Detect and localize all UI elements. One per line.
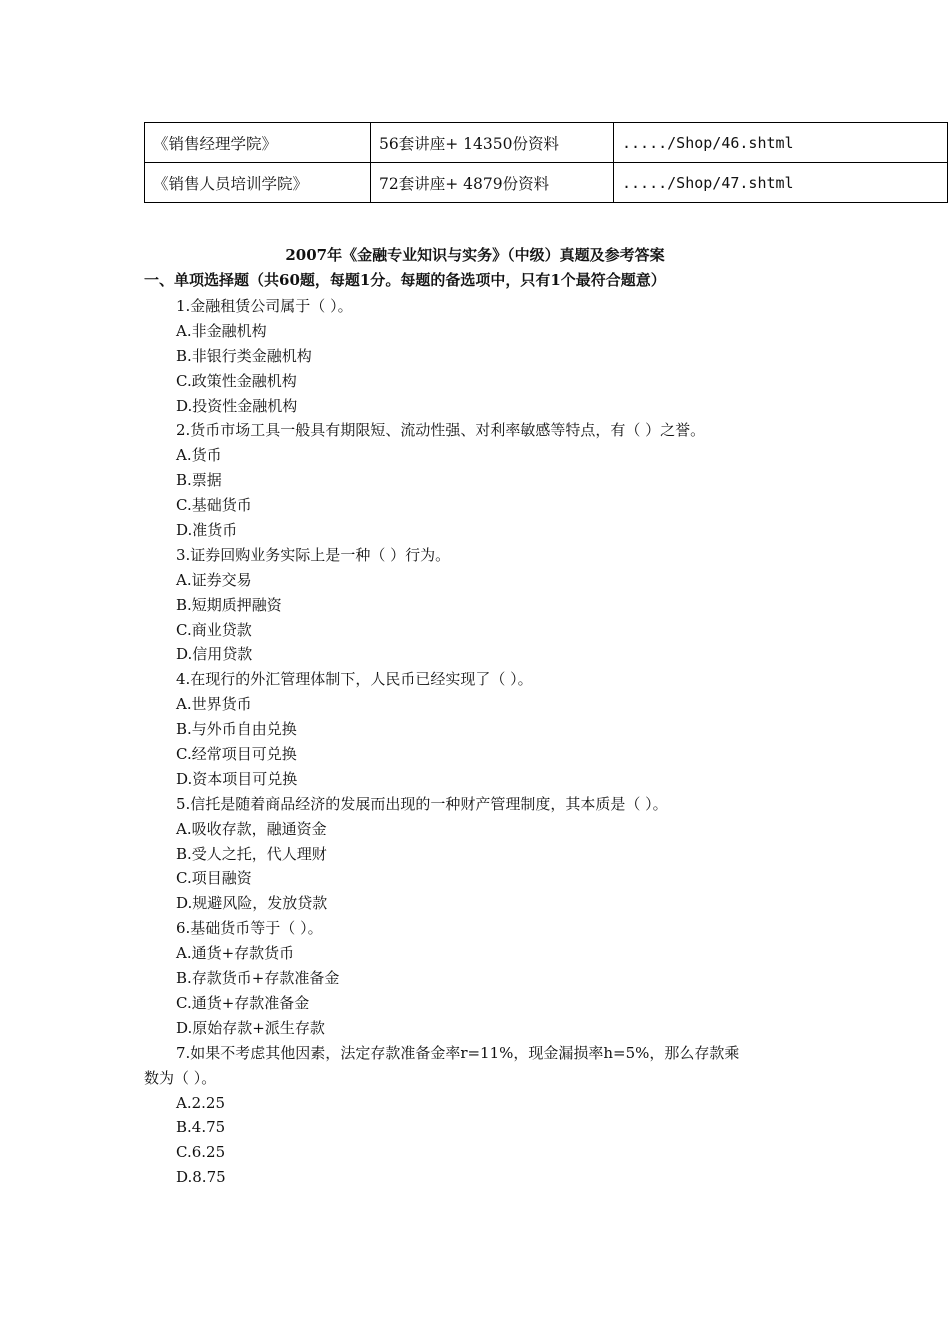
option-line: B.非银行类金融机构: [176, 346, 312, 365]
course-name: 《销售经理学院》: [145, 123, 371, 163]
option-line: B.与外币自由兑换: [176, 720, 297, 739]
option-line: C.6.25: [176, 1143, 226, 1162]
option-line: C.基础货币: [176, 496, 252, 515]
option-line: C.政策性金融机构: [176, 371, 297, 390]
question-line: 7.如果不考虑其他因素，法定存款准备金率r=11%，现金漏损率h=5%，那么存款乘: [176, 1043, 740, 1062]
option-line: C.经常项目可兑换: [176, 745, 297, 764]
option-line: D.资本项目可兑换: [176, 769, 298, 788]
course-link[interactable]: ...../Shop/47.shtml: [614, 163, 948, 203]
option-line: A.通货+存款货币: [176, 944, 295, 963]
section-heading: 一、单项选择题（共60题，每题1分。每题的备选项中，只有1个最符合题意）: [144, 271, 666, 289]
option-line: A.吸收存款，融通资金: [176, 819, 327, 838]
question-line: 2.货币市场工具一般具有期限短、流动性强、对利率敏感等特点，有（ ）之誉。: [176, 421, 706, 440]
question-line-continued: 数为（ ）。: [144, 1068, 217, 1087]
question-line: 4.在现行的外汇管理体制下，人民币已经实现了（ ）。: [176, 670, 533, 689]
question-line: 6.基础货币等于（ ）。: [176, 919, 323, 938]
option-line: D.原始存款+派生存款: [176, 1018, 325, 1037]
option-line: A.世界货币: [176, 695, 252, 714]
option-line: C.通货+存款准备金: [176, 993, 310, 1012]
option-line: D.规避风险，发放贷款: [176, 894, 328, 913]
option-line: B.短期质押融资: [176, 595, 282, 614]
option-line: A.货币: [176, 446, 222, 465]
table-row: [145, 163, 948, 203]
question-list: [144, 294, 844, 1190]
option-line: A.证券交易: [176, 570, 252, 589]
option-line: C.商业贷款: [176, 620, 252, 639]
option-line: D.8.75: [176, 1168, 226, 1187]
option-line: B.存款货币+存款准备金: [176, 969, 340, 988]
option-line: B.票据: [176, 471, 222, 490]
question-line: 1.金融租赁公司属于（ ）。: [176, 297, 353, 315]
catalog-table: [144, 122, 948, 203]
course-desc: 56套讲座+ 14350份资料: [371, 123, 614, 163]
option-line: A.2.25: [176, 1093, 225, 1112]
option-line: D.信用贷款: [176, 645, 253, 664]
doc-title: 2007年《金融专业知识与实务》（中级）真题及参考答案: [285, 246, 665, 264]
question-line: 3.证券回购业务实际上是一种（ ）行为。: [176, 545, 451, 564]
option-line: B.受人之托，代人理财: [176, 844, 327, 863]
option-line: A.非金融机构: [176, 321, 267, 340]
table-row: [145, 123, 948, 163]
course-link[interactable]: ...../Shop/46.shtml: [614, 123, 948, 163]
option-line: D.准货币: [176, 521, 238, 540]
option-line: B.4.75: [176, 1118, 226, 1137]
question-line: 5.信托是随着商品经济的发展而出现的一种财产管理制度，其本质是（ ）。: [176, 794, 668, 813]
option-line: C.项目融资: [176, 869, 252, 888]
course-desc: 72套讲座+ 4879份资料: [371, 163, 614, 203]
option-line: D.投资性金融机构: [176, 396, 298, 415]
course-name: 《销售人员培训学院》: [145, 163, 371, 203]
